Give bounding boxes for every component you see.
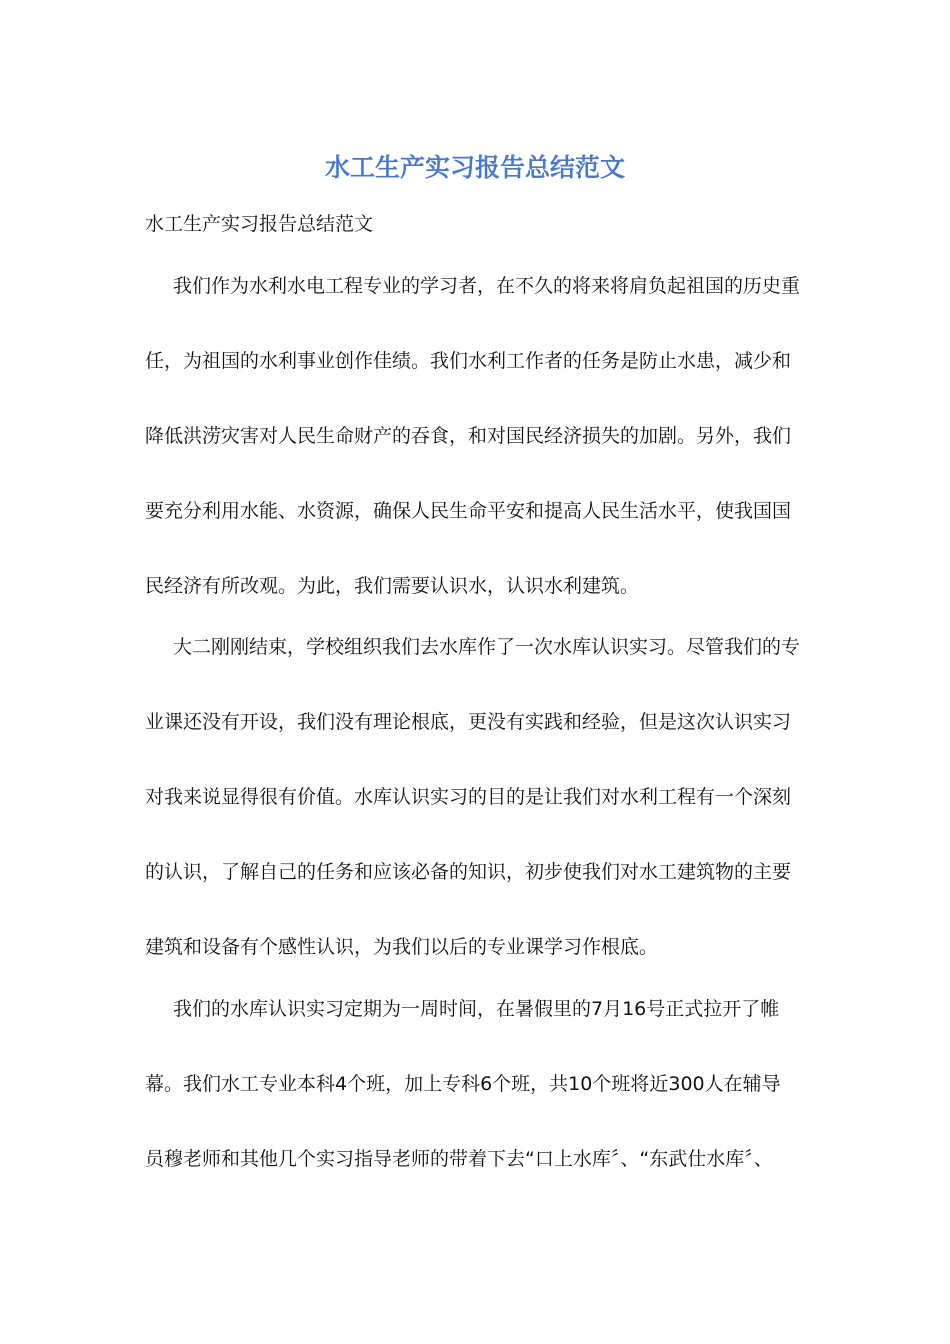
paragraph-line: 大二刚刚结束，学校组织我们去水库作了一次水库认识实习。尽管我们的专 bbox=[173, 636, 801, 658]
paragraph-line: 建筑和设备有个感性认识，为我们以后的专业课学习作根底。 bbox=[145, 936, 659, 958]
paragraph-line: 要充分利用水能、水资源，确保人民生命平安和提高人民生活水平，使我国国 bbox=[145, 500, 792, 522]
paragraph-line: 业课还没有开设，我们没有理论根底，更没有实践和经验，但是这次认识实习 bbox=[145, 711, 792, 733]
paragraph-line: 我们的水库认识实习定期为一周时间，在暑假里的7月16号正式拉开了帷 bbox=[173, 998, 780, 1020]
paragraph-line: 降低洪涝灾害对人民生命财产的吞食，和对国民经济损失的加剧。另外，我们 bbox=[145, 425, 792, 447]
paragraph-line: 任，为祖国的水利事业创作佳绩。我们水利工作者的任务是防止水患，减少和 bbox=[145, 350, 792, 372]
paragraph-line: 员穆老师和其他几个实习指导老师的带着下去“口上水库〞、“东武仕水库〞、 bbox=[145, 1148, 773, 1170]
paragraph-line: 幕。我们水工专业本科4个班，加上专科6个班，共10个班将近300人在辅导 bbox=[145, 1073, 781, 1095]
paragraph-line: 我们作为水利水电工程专业的学习者，在不久的将来将肩负起祖国的历史重 bbox=[173, 275, 801, 297]
paragraph-line: 民经济有所改观。为此，我们需要认识水，认识水利建筑。 bbox=[145, 575, 640, 597]
document-subtitle: 水工生产实习报告总结范文 bbox=[145, 213, 374, 235]
document-title: 水工生产实习报告总结范文 bbox=[324, 153, 625, 182]
paragraph-line: 对我来说显得很有价值。水库认识实习的目的是让我们对水利工程有一个深刻 bbox=[145, 786, 792, 808]
paragraph-line: 的认识，了解自己的任务和应该必备的知识，初步使我们对水工建筑物的主要 bbox=[145, 861, 792, 883]
